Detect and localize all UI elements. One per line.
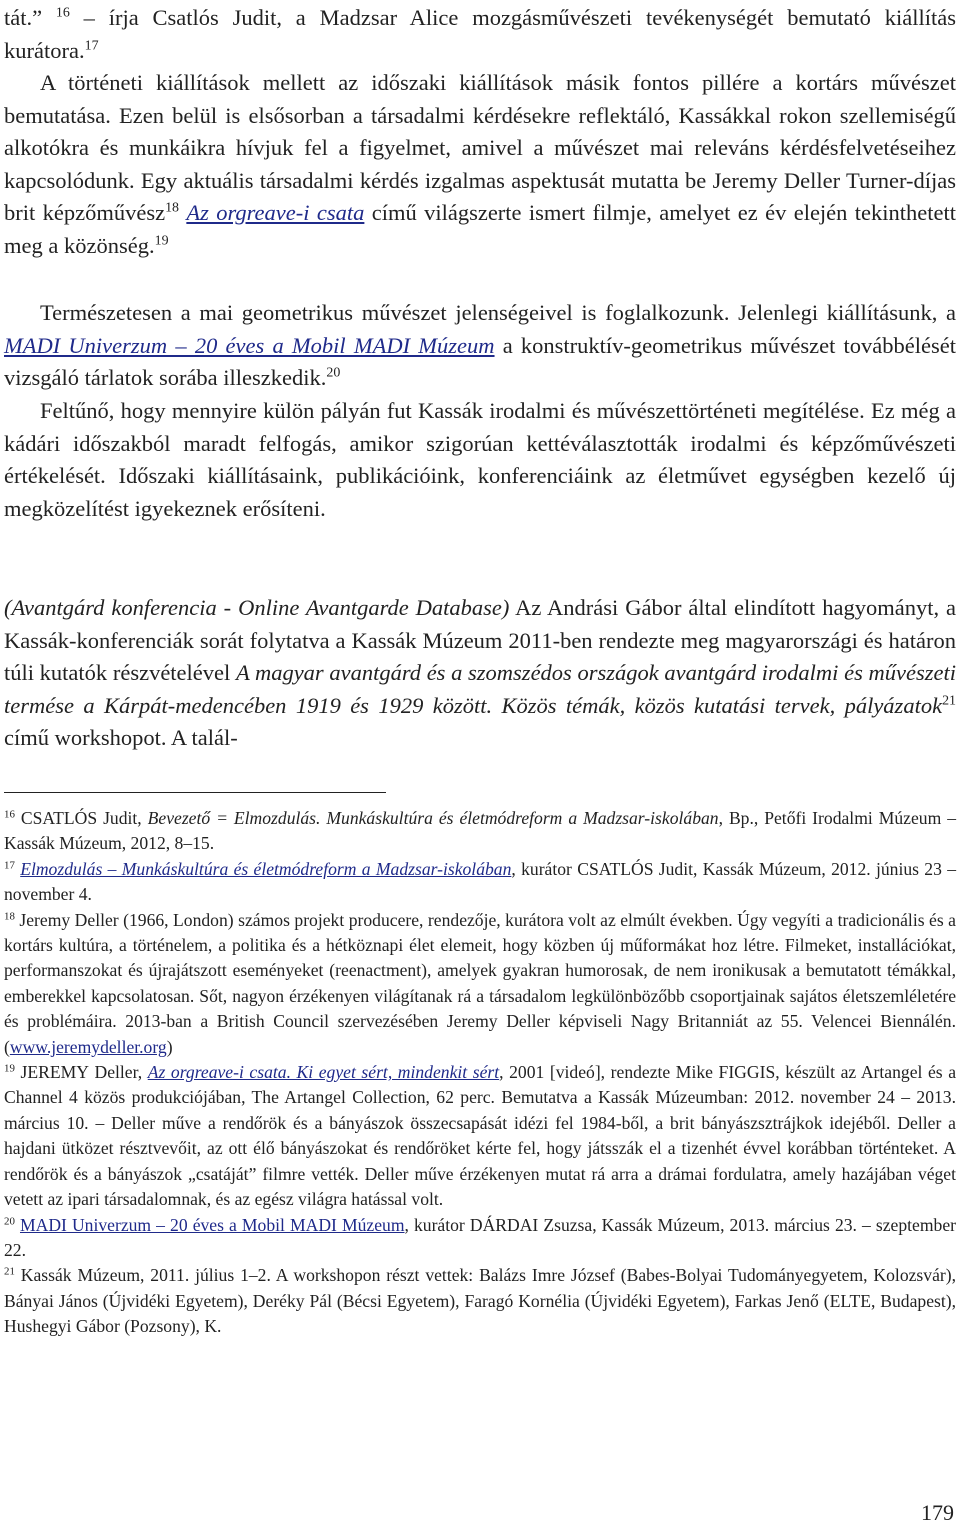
footnote-16: $^{16}$ CSATLÓS Judit, Bevezető = Elmozdulás. Munkáskultúra és életmódreform a Madzsar-iskolában, Bp., Petőfi Irodalmi Múzeum – Kassák Múzeum, 2012, 8–15.: [4, 808, 956, 854]
footnote-ref-16[interactable]: 16: [55, 5, 70, 21]
footnote-ref-18[interactable]: 18: [165, 200, 179, 216]
footnote-number: 18: [4, 909, 15, 922]
paragraph-contemporary-art: [4, 67, 956, 263]
footnote-ref-20[interactable]: 20: [326, 365, 341, 381]
paragraph-kassak-reception: [4, 395, 956, 525]
link-elmozdulas-exhibition[interactable]: Elmozdulás – Munkáskultúra és életmódreform a Madzsar-iskolában: [20, 858, 512, 879]
link-orgreave-video[interactable]: Az orgreave-i csata. Ki egyet sért, mindenkit sért: [147, 1062, 500, 1083]
footnote-number: 17: [4, 859, 15, 872]
text: című workshopot. A talál-: [4, 725, 238, 751]
paragraph-geometric-art: [4, 297, 956, 395]
text: Természetesen a mai geometrikus művészet jelenségeivel is foglalkozunk. Jelenlegi kiállításunk, a: [40, 300, 956, 325]
book-title: Bevezető = Elmozdulás. Munkáskultúra és életmódreform a Madzsar-iskolában: [147, 808, 719, 828]
footnotes: [4, 806, 956, 1340]
paragraph-quote-end: [4, 2, 956, 67]
text: a konstruktív-geometrikus művészet továbbélését vizsgáló tárlatok sorába illeszkedik.: [4, 332, 956, 391]
footnote-ref-17[interactable]: 17: [84, 37, 99, 53]
section-heading: (Avantgárd konferencia - Online Avantgarde Database): [4, 595, 510, 620]
footnote-19: $^{19}$ JEREMY Deller, Az orgreave-i csata. Ki egyet sért, mindenkit sért, 2001 [videó], rendezte Mike FIGGIS, készült az Artangel és a Channel 4 közös produkciójában, The Artangel Collection, 62 perc. Bemutatva a Kassák Múzeumban: 2012. november 24 – 2013. március 10. – Deller műve a rendőrök és a bányászok összecsapását idézi fel 1984-ből, a brit bányászsztrájkok idejéből. Deller a hajdani ütközet résztvevőit, az ott élő bányászokat és rendőröket kérte fel, hogy játsszák el a tizenhét évvel korábban történteket. A rendőrök és a bányászok „csatáját” filmre vették. Deller műve érzékenyen mutat rá arra a drámai fordulatra, amely hazájában véget vetett az ipari társadalomnak, és az egész világra hatással volt.: [4, 1062, 957, 1210]
footnote-separator: [4, 792, 386, 793]
link-madi-univerzum[interactable]: MADI Univerzum – 20 éves a Mobil MADI Múzeum: [19, 1214, 405, 1235]
link-madi-exhibition[interactable]: MADI Univerzum – 20 éves a Mobil MADI Múzeum: [4, 332, 495, 358]
link-orgreave-film[interactable]: Az orgreave-i csata: [186, 200, 365, 226]
link-jeremydeller-website[interactable]: www.jeremydeller.org: [9, 1036, 167, 1057]
text: Feltűnő, hogy mennyire külön pályán fut Kassák irodalmi és művészettörténeti megítélése. Ez még a kádári időszakból maradt felfogás, amikor szigorúan kettéválasztották irodalmi és képzőművészeti értékelését. Időszaki kiállításaink, publikációink, konferenciáink az életművet egységben kezelő új megközelítést igyekeznek erősíteni.: [4, 398, 956, 521]
footnote-number: 21: [4, 1265, 15, 1278]
footnote-18: $^{18}$ Jeremy Deller (1966, London) számos projekt producere, rendezője, kurátora volt az elmúlt években. Úgy vegyíti a tradicionális és a kortárs kultúra, a történelem, a politika és a hétköznapi élet elemeit, hogy közben új műformákat hoz létre. Filmeket, installációkat, performanszokat és újrajátszott eseményeket (reenactment), amelyek gyakran humorosak, de nem ironikusak a bemutatott témákkal, emberekkel kapcsolatosan. Sőt, nagyon érzékenyen világítanak rá a társadalom legkülönbözőbb csoportjainak sajátos életszemléletére és problémáira. 2013-ban a British Council szervezésében Jeremy Deller képviseli Nagy Britanniát az 55. Velencei Biennálén. (www.jeremydeller.org): [4, 909, 956, 1057]
footnote-17: $^{17}$ Elmozdulás – Munkáskultúra és életmódreform a Madzsar-iskolában, kurátor CSATLÓS Judit, Kassák Múzeum, 2012. június 23 – november 4.: [4, 858, 956, 905]
text: tát.”: [4, 5, 56, 30]
footnote-ref-21[interactable]: 21: [942, 693, 956, 709]
text: – írja Csatlós Judit, a Madzsar Alice mozgásművészeti tevékenységét bemutató kiállítás kurátora.: [4, 5, 956, 63]
text: A történeti kiállítások mellett az időszaki kiállítások másik fontos pillére a kortárs művészet bemutatása. Ezen belül is elsősorban a társadalmi kérdésekre reflektáló, Kassákkal rokon szellemiségű alkotókra és munkáikra hívjuk fel a figyelmet, amivel a művészet mai releváns kérdésfelvetéseihez kapcsolódunk. Egy aktuális társadalmi kérdés izgalmas aspektusát mutatta be Jeremy Deller Turner-díjas brit képzőművész: [4, 70, 956, 226]
page-number: 179: [921, 1500, 954, 1525]
footnote-number: 16: [4, 808, 15, 821]
footnote-20: $^{20}$ MADI Univerzum – 20 éves a Mobil MADI Múzeum, kurátor DÁRDAI Zsuzsa, Kassák Múzeum, 2013. március 23. – szeptember 22.: [4, 1214, 956, 1260]
paragraph-avantgarde-conference: [4, 592, 956, 755]
text: című világszerte ismert filmje, amelyet ez év elején tekinthetett meg a közönség.: [4, 200, 956, 258]
footnote-number: 20: [4, 1214, 15, 1227]
workshop-title: A magyar avantgárd és a szomszédos országok avantgárd irodalmi és művészeti termése a Kárpát-medencében 1919 és 1929 között. Közös témák, közös kutatási tervek, pályázatok: [4, 660, 956, 718]
footnote-21: $^{21}$ Kassák Múzeum, 2011. július 1–2. A workshopon részt vettek: Balázs Imre József (Babes-Bolyai Tudományegyetem, Kolozsvár), Bányai János (Újvidéki Egyetem), Deréky Pál (Bécsi Egyetem), Faragó Kornélia (Újvidéki Egyetem), Farkas Jenő (ELTE, Budapest), Hushegyi Gábor (Pozsony), K.: [4, 1265, 956, 1337]
text: Az Andrási Gábor által elindított hagyományt, a Kassák-konferenciák sorát folytatva a Kassák Múzeum 2011-ben rendezte meg magyarországi és határon túli kutatók részvételével: [4, 595, 956, 686]
footnote-number: 19: [4, 1062, 15, 1075]
footnote-ref-19[interactable]: 19: [154, 233, 169, 249]
